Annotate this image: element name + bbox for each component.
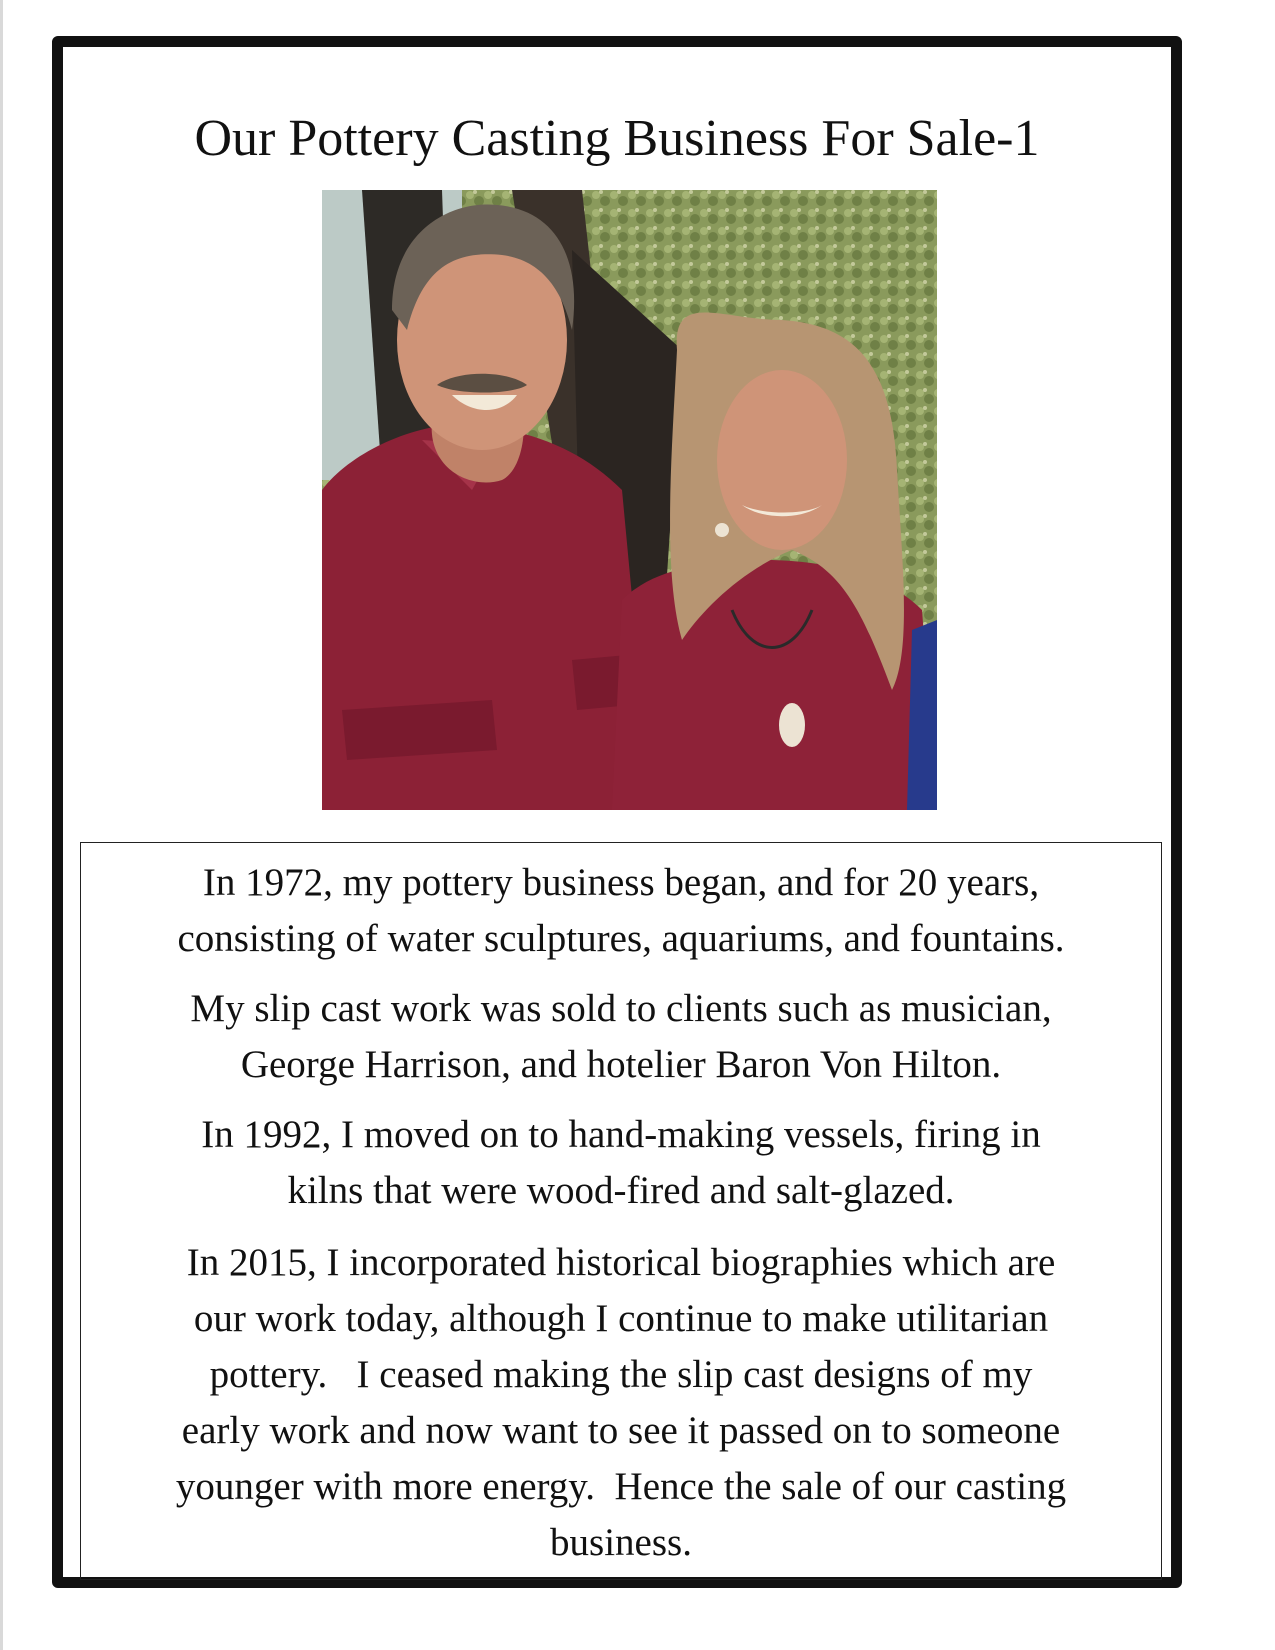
story-text-box (80, 842, 1162, 1580)
text-line: In 1992, I moved on to hand-making vessels, firing in (201, 1113, 1041, 1156)
paragraph-1992 (81, 1107, 1161, 1219)
paragraph-1972 (81, 855, 1161, 967)
text-line: In 1972, my pottery business began, and for 20 years, (202, 861, 1040, 904)
text-line: early work and now want to see it passed on to someone (181, 1409, 1061, 1452)
text-line: kilns that were wood-fired and salt-glazed. (287, 1169, 955, 1212)
text-line: George Harrison, and hotelier Baron Von Hilton. (240, 1043, 1002, 1086)
woman-face (717, 370, 847, 550)
necklace-pendant (779, 703, 805, 747)
woman-sleeve-blue (907, 620, 937, 810)
couple-portrait-photo (322, 190, 937, 810)
text-line: our work today, although I continue to make utilitarian (193, 1297, 1049, 1340)
text-line: consisting of water sculptures, aquariums, and fountains. (177, 917, 1065, 960)
woman-earring (715, 523, 729, 537)
text-line: business. (550, 1521, 692, 1564)
man-pocket-left (342, 700, 497, 760)
text-line: My slip cast work was sold to clients such as musician, (190, 987, 1052, 1030)
page-title: Our Pottery Casting Business For Sale-1 (194, 110, 1040, 167)
text-line: pottery. I ceased making the slip cast designs of my (209, 1353, 1033, 1396)
text-line: In 2015, I incorporated historical biographies which are (186, 1241, 1056, 1284)
page-left-edge (0, 0, 3, 1650)
paragraph-2015 (81, 1235, 1161, 1571)
photo-illustration (322, 190, 937, 810)
text-line: younger with more energy. Hence the sale of our casting (175, 1465, 1067, 1508)
paragraph-clients (81, 981, 1161, 1093)
